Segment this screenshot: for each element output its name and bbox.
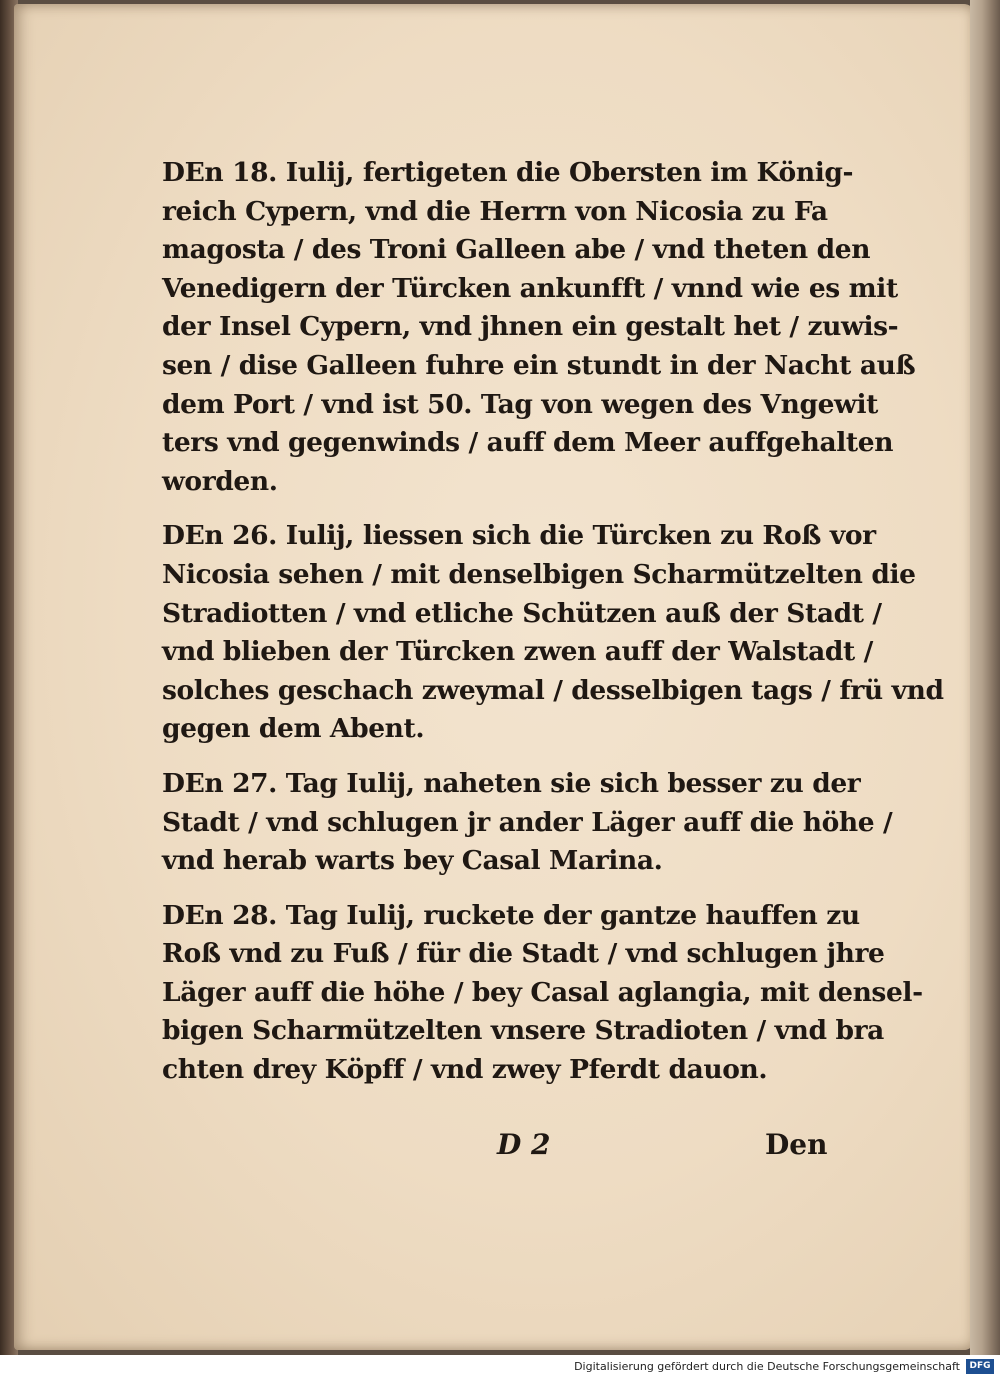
funding-credit: Digitalisierung gefördert durch die Deutsche Forschungsgemeinschaft	[574, 1360, 960, 1373]
text-line: vnd blieben der Türcken zwen auff der Walstadt /	[162, 636, 873, 668]
paragraph	[162, 897, 923, 1090]
text-line: bigen Scharmützelten vnsere Stradioten / vnd bra	[162, 1015, 884, 1047]
text-line: DEn 27. Tag Iulij, naheten sie sich besser zu der	[162, 767, 861, 799]
paragraph-gap	[162, 749, 852, 765]
paragraph	[162, 765, 893, 881]
text-line: Venedigern der Türcken ankunfft / vnnd wie es mit	[162, 272, 898, 304]
paragraph	[162, 517, 944, 749]
credit-bar	[0, 1355, 1000, 1379]
text-line: ters vnd gegenwinds / auff dem Meer auffgehalten	[162, 427, 894, 459]
text-line: DEn 18. Iulij, fertigeten die Obersten im König-	[162, 157, 854, 188]
paragraph	[162, 154, 916, 501]
book-page	[14, 4, 974, 1350]
text-line: worden.	[162, 465, 278, 497]
text-line: gegen dem Abent.	[162, 713, 425, 745]
body-text	[162, 154, 944, 1090]
text-line: DEn 26. Iulij, liessen sich die Türcken zu Roß vor	[162, 520, 876, 552]
text-line: vnd herab warts bey Casal Marina.	[162, 845, 663, 877]
page-edges	[970, 0, 1000, 1355]
text-line: Läger auff die höhe / bey Casal aglangia, mit densel-	[162, 976, 923, 1008]
text-line: dem Port / vnd ist 50. Tag von wegen des Vngewit	[162, 388, 878, 420]
text-line: reich Cypern, vnd die Herrn von Nicosia zu Fa	[162, 195, 828, 227]
text-line: Stradiotten / vnd etliche Schützen auß der Stadt /	[162, 597, 882, 629]
text-line: sen / dise Galleen fuhre ein stundt in der Nacht auß	[162, 349, 916, 381]
text-line: Roß vnd zu Fuß / für die Stadt / vnd schlugen jhre	[162, 938, 885, 970]
text-line: chten drey Köpff / vnd zwey Pferdt dauon.	[162, 1054, 768, 1086]
catchword: Den	[765, 1128, 828, 1161]
signature-mark: D 2	[497, 1128, 551, 1161]
dfg-logo-icon: DFG	[966, 1359, 994, 1374]
text-line: der Insel Cypern, vnd jhnen ein gestalt het / zuwis-	[162, 311, 899, 343]
text-line: Nicosia sehen / mit denselbigen Scharmützelten die	[162, 558, 916, 590]
paragraph-gap	[162, 501, 852, 517]
text-line: DEn 28. Tag Iulij, ruckete der gantze hauffen zu	[162, 899, 860, 931]
text-line: solches geschach zweymal / desselbigen tags / frü vnd	[162, 674, 944, 706]
paragraph-gap	[162, 881, 852, 897]
text-line: Stadt / vnd schlugen jr ander Läger auff die höhe /	[162, 806, 893, 838]
text-line: magosta / des Troni Galleen abe / vnd theten den	[162, 234, 871, 266]
